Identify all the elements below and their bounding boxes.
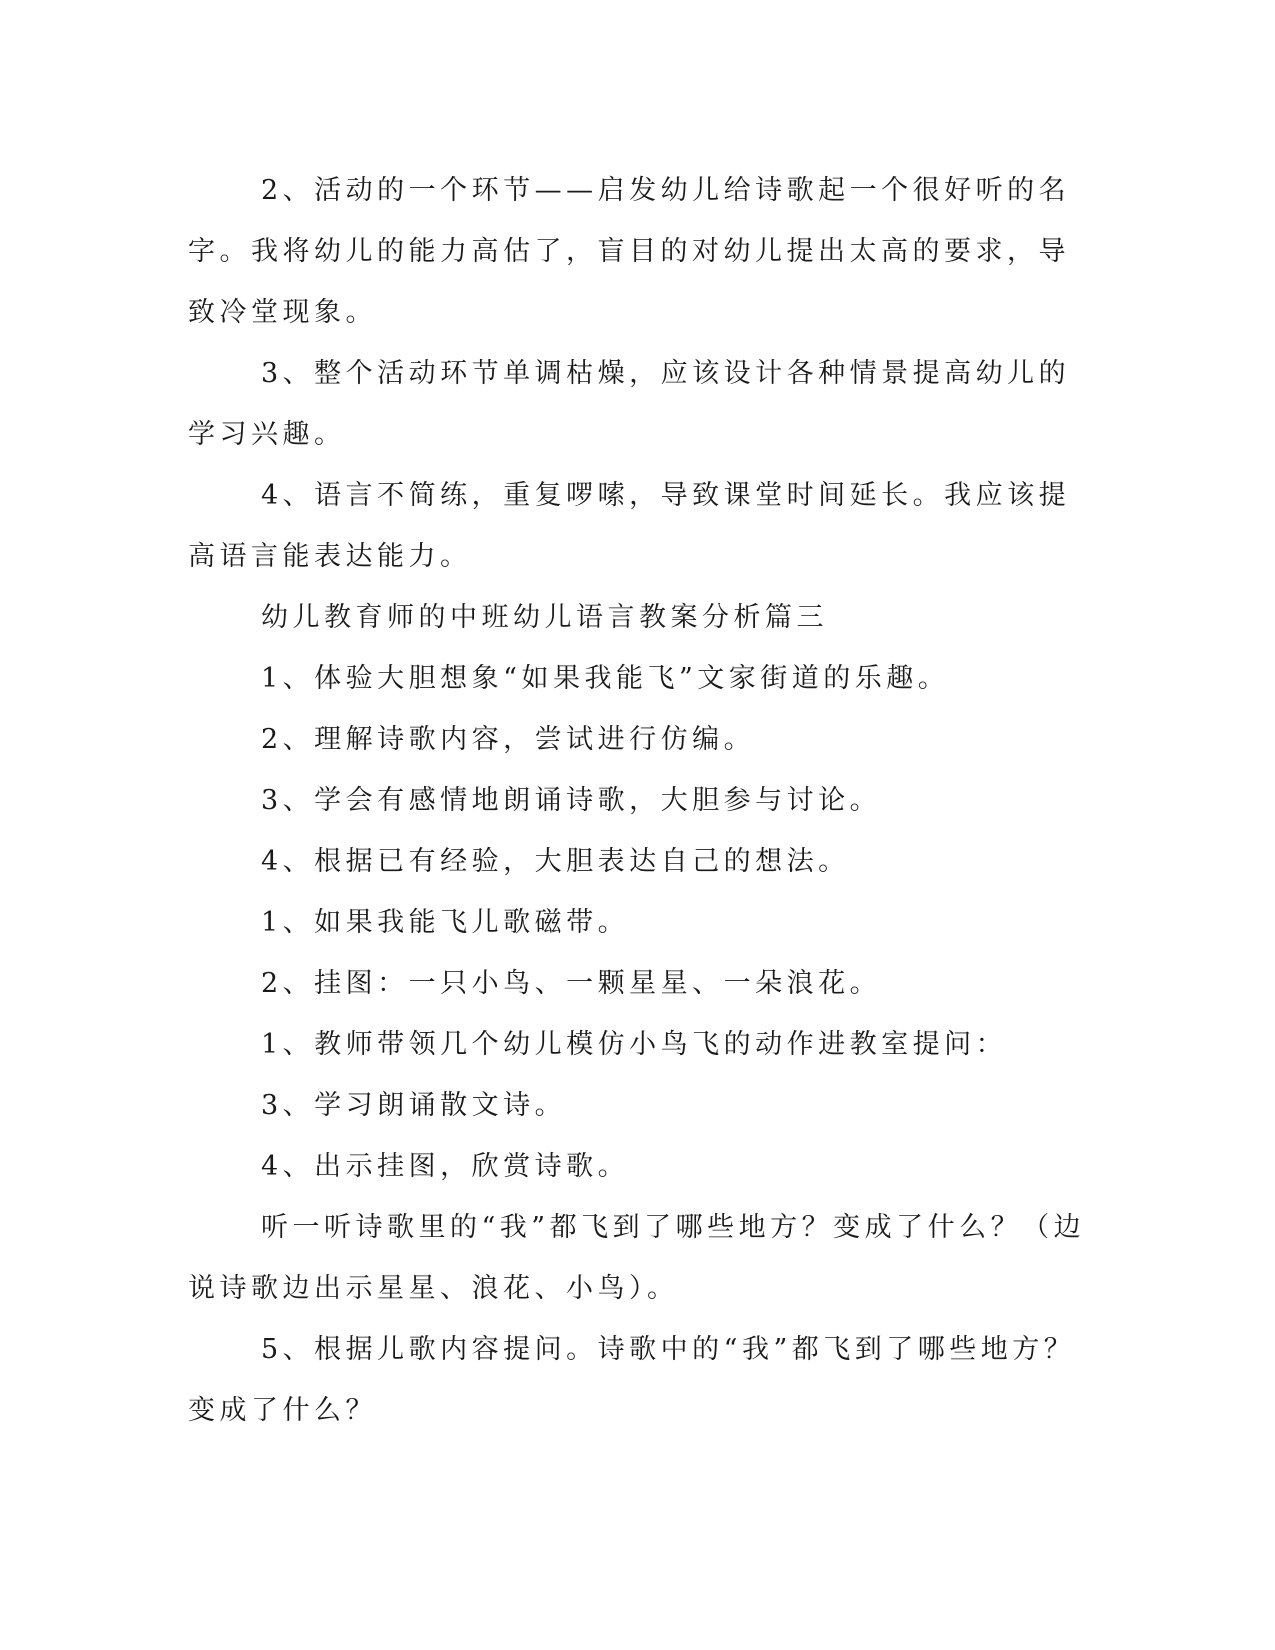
paragraph-listen: 听一听诗歌里的“我”都飞到了哪些地方？变成了什么？（边说诗歌边出示星星、浪花、小鸟）。 [188,1212,1086,1304]
section-heading: 幼儿教育师的中班幼儿语言教案分析篇三 [261,602,828,633]
paragraph-process-5: 5、根据儿歌内容提问。诗歌中的“我”都飞到了哪些地方？变成了什么？ [188,1334,1076,1426]
paragraph-reflection-3: 3、整个活动环节单调枯燥，应该设计各种情景提高幼儿的学习兴趣。 [188,358,1071,450]
paragraph-goal-4: 4、根据已有经验，大胆表达自己的想法。 [261,846,850,877]
paragraph-goal-1: 1、体验大胆想象“如果我能飞”文家街道的乐趣。 [261,663,950,694]
document-body [188,160,1088,1441]
paragraph-reflection-4: 4、语言不简练，重复啰嗦，导致课堂时间延长。我应该提高语言能表达能力。 [188,480,1071,572]
paragraph-goal-3: 3、学会有感情地朗诵诗歌，大胆参与讨论。 [261,785,882,816]
paragraph-material-1: 1、如果我能飞儿歌磁带。 [261,907,630,938]
paragraph-process-4: 4、出示挂图，欣赏诗歌。 [261,1151,630,1182]
paragraph-reflection-2: 2、活动的一个环节——启发幼儿给诗歌起一个很好听的名字。我将幼儿的能力高估了，盲目的对幼儿提出太高的要求，导致冷堂现象。 [188,175,1071,328]
paragraph-goal-2: 2、理解诗歌内容，尝试进行仿编。 [261,724,756,755]
paragraph-process-3: 3、学习朗诵散文诗。 [261,1090,567,1121]
paragraph-material-2: 2、挂图：一只小鸟、一颗星星、一朵浪花。 [261,968,882,999]
paragraph-process-1: 1、教师带领几个幼儿模仿小鸟飞的动作进教室提问： [261,1029,1008,1060]
